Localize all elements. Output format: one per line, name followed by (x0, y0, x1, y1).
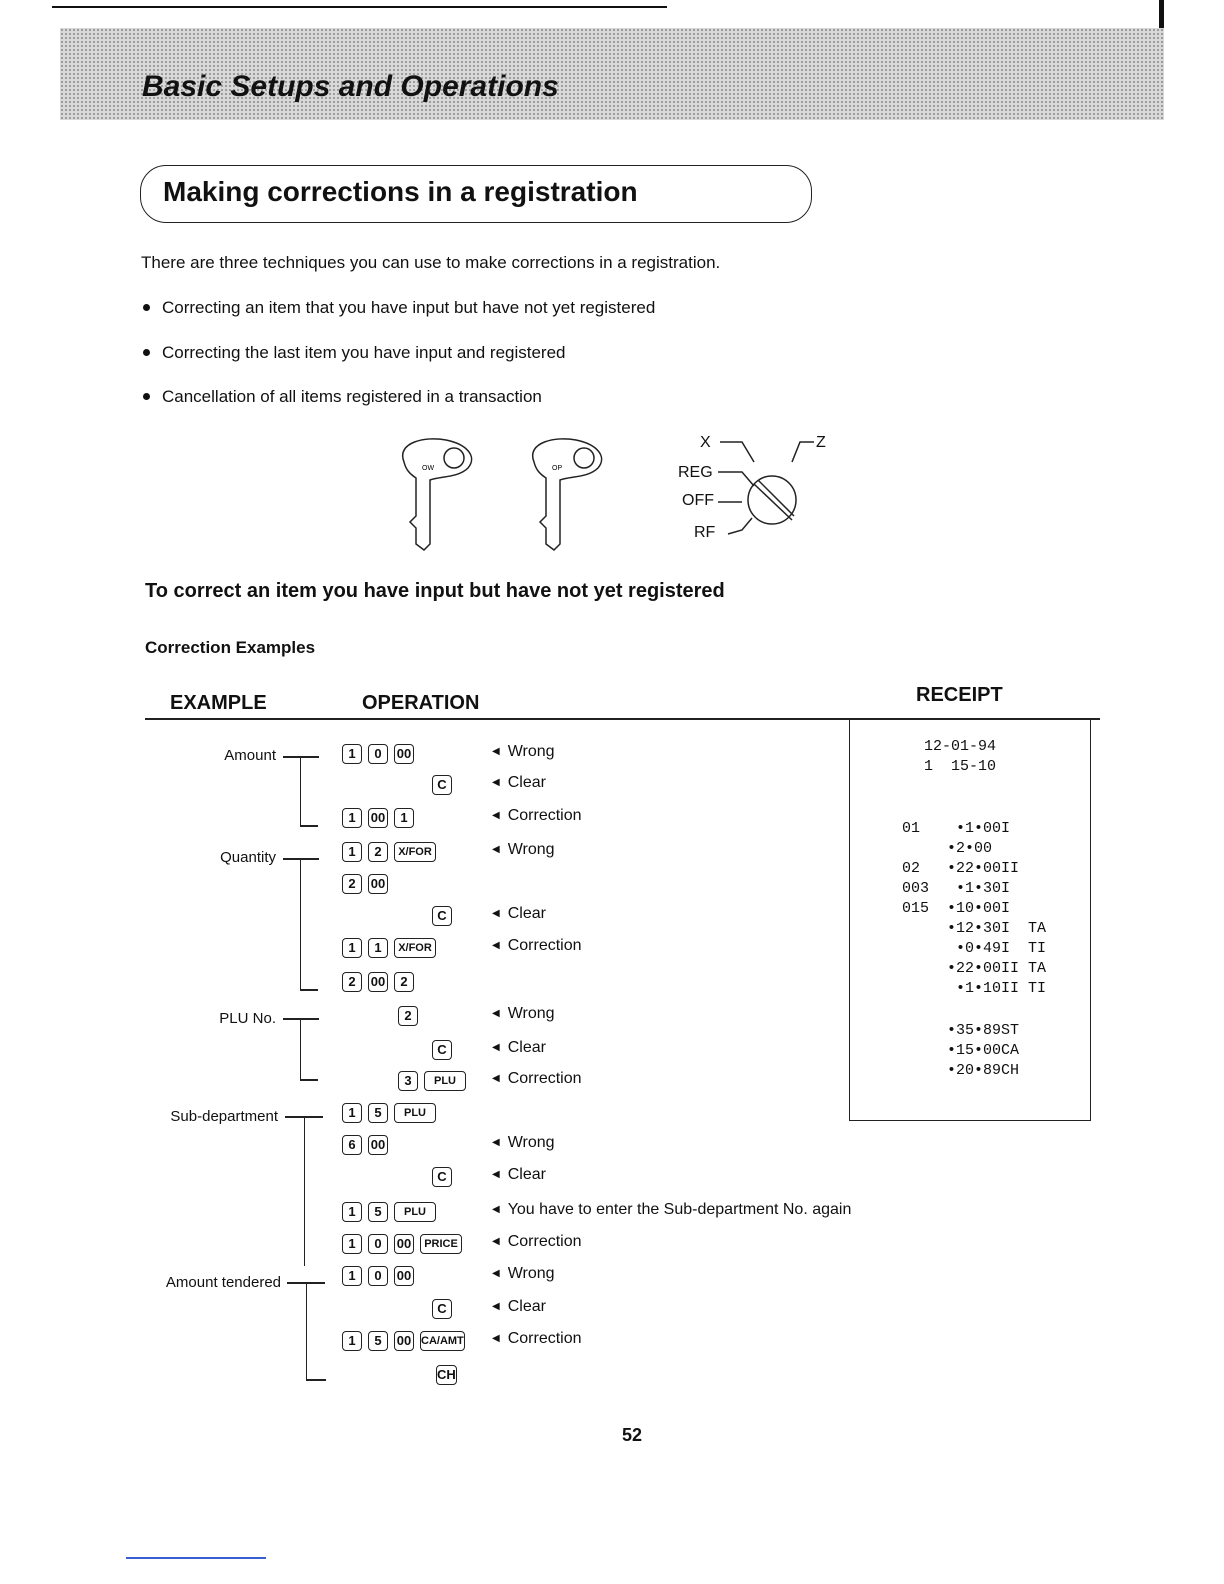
mode-z-label: Z (816, 434, 826, 451)
keypad-key: 5 (368, 1103, 388, 1123)
keypad-key: 2 (342, 874, 362, 894)
receipt-line: •22•00II TA (902, 960, 1047, 977)
keypad-key: PLU (394, 1202, 436, 1222)
operation-note: ◀ Correction (492, 1330, 582, 1348)
keypad-key: CH (436, 1365, 457, 1385)
operation-note: ◀ Clear (492, 1166, 546, 1184)
operation-note: ◀ Correction (492, 807, 582, 825)
receipt-line: 003 •1•30I (902, 880, 1011, 897)
keypad-key: 5 (368, 1331, 388, 1351)
operation-note: ◀ Wrong (492, 1265, 555, 1283)
receipt-box (849, 719, 1091, 1121)
keypad-key: 1 (342, 1331, 362, 1351)
keypad-key: 1 (342, 938, 362, 958)
keypad-key: 0 (368, 744, 388, 764)
operation-note: ◀ Correction (492, 937, 582, 955)
subsection-title: To correct an item you have input but have not yet registered (145, 580, 725, 602)
receipt-line: •0•49I TI (902, 940, 1047, 957)
receipt-line: 1 15-10 (924, 758, 997, 775)
keypad-key: X/FOR (394, 842, 436, 862)
mode-rf-label: RF (694, 524, 716, 541)
bracket-tick (300, 1079, 318, 1081)
section-title: Making corrections in a registration (163, 176, 638, 207)
keypad-key: 1 (342, 744, 362, 764)
receipt-line: 12-01-94 (924, 738, 997, 755)
top-rule (52, 6, 667, 8)
bracket-tick (306, 1379, 326, 1381)
keypad-key: CA/AMT (420, 1331, 465, 1351)
keypad-key: 2 (394, 972, 414, 992)
example-label-amount: Amount (224, 747, 276, 764)
receipt-line: •2•00 (902, 840, 993, 857)
keypad-key: 00 (368, 808, 388, 828)
op-key-icon (533, 439, 602, 550)
operation-note: ◀ Clear (492, 774, 546, 792)
keypad-key: 1 (394, 808, 414, 828)
bracket-tick (283, 1018, 319, 1020)
operation-column-header: OPERATION (362, 692, 480, 714)
keypad-key: C (432, 1040, 452, 1060)
keypad-key: PRICE (420, 1234, 462, 1254)
keypad-key: X/FOR (394, 938, 436, 958)
section-title-box (140, 165, 812, 223)
bullet-item: Correcting an item that you have input but have not yet registered (141, 298, 655, 318)
operation-note: ◀ Clear (492, 1298, 546, 1316)
operation-note: ◀ Wrong (492, 1005, 555, 1023)
bracket-tick (300, 989, 318, 991)
page-header-title: Basic Setups and Operations (142, 70, 559, 103)
keypad-key: PLU (394, 1103, 436, 1123)
keypad-key: 00 (394, 1266, 414, 1286)
keypad-key: C (432, 775, 452, 795)
operation-note: ◀ Wrong (492, 841, 555, 859)
bracket-tick (300, 825, 318, 827)
operation-note: ◀ You have to enter the Sub-department No. again (492, 1201, 851, 1219)
bracket-line (300, 1018, 301, 1080)
bracket-line (300, 858, 301, 990)
mode-x-label: X (700, 434, 711, 451)
keypad-key: 1 (342, 842, 362, 862)
operation-note: ◀ Wrong (492, 1134, 555, 1152)
ow-key-label: OW (422, 465, 435, 472)
receipt-line: 015 •10•00I (902, 900, 1011, 917)
mode-reg-label: REG (678, 464, 713, 481)
receipt-line: •12•30I TA (902, 920, 1047, 937)
keypad-key: 00 (368, 1135, 388, 1155)
keypad-key: 00 (368, 972, 388, 992)
receipt-line: •35•89ST (902, 1022, 1020, 1039)
operation-note: ◀ Clear (492, 905, 546, 923)
bracket-tick (283, 858, 319, 860)
keypad-key: 1 (342, 1234, 362, 1254)
key-illustration (396, 432, 616, 552)
keypad-key: 0 (368, 1234, 388, 1254)
keypad-key: 1 (342, 1266, 362, 1286)
keypad-key: 2 (398, 1006, 418, 1026)
bracket-line (300, 756, 301, 826)
intro-text: There are three techniques you can use to make corrections in a registration. (141, 253, 721, 272)
bracket-tick (285, 1116, 323, 1118)
keypad-key: 1 (368, 938, 388, 958)
example-label-amount-tendered: Amount tendered (165, 1274, 281, 1291)
subsection-subtitle: Correction Examples (145, 638, 316, 657)
receipt-line: 01 •1•00I (902, 820, 1011, 837)
bracket-line (304, 1116, 305, 1266)
keypad-key: 2 (368, 842, 388, 862)
keypad-key: 1 (342, 808, 362, 828)
example-label-subdept: Sub-department (170, 1108, 278, 1125)
keypad-key: 0 (368, 1266, 388, 1286)
keypad-key: 3 (398, 1071, 418, 1091)
operation-note: ◀ Correction (492, 1070, 582, 1088)
operation-note: ◀ Clear (492, 1039, 546, 1057)
bracket-tick (287, 1282, 325, 1284)
keypad-key: 00 (368, 874, 388, 894)
keypad-key: C (432, 906, 452, 926)
keypad-key: C (432, 1299, 452, 1319)
receipt-column-header: RECEIPT (916, 684, 1003, 706)
keypad-key: 1 (342, 1103, 362, 1123)
op-key-label: OP (552, 465, 563, 472)
keypad-key: 00 (394, 1331, 414, 1351)
bullet-item: Correcting the last item you have input and registered (141, 343, 566, 363)
mode-dial-icon (712, 430, 822, 550)
keypad-key: 00 (394, 744, 414, 764)
example-label-plu: PLU No. (219, 1010, 276, 1027)
keypad-key: 1 (342, 1202, 362, 1222)
operation-note: ◀ Correction (492, 1233, 582, 1251)
keypad-key: 00 (394, 1234, 414, 1254)
example-label-quantity: Quantity (220, 849, 276, 866)
keypad-key: C (432, 1167, 452, 1187)
footer-rule (126, 1557, 266, 1559)
keypad-key: PLU (424, 1071, 466, 1091)
keypad-key: 6 (342, 1135, 362, 1155)
keypad-key: 2 (342, 972, 362, 992)
receipt-line: •15•00CA (902, 1042, 1020, 1059)
receipt-line: •1•10II TI (902, 980, 1047, 997)
bracket-tick (283, 756, 319, 758)
receipt-line: 02 •22•00II (902, 860, 1020, 877)
receipt-line: •20•89CH (902, 1062, 1020, 1079)
operation-note: ◀ Wrong (492, 743, 555, 761)
mode-off-label: OFF (682, 492, 714, 509)
example-column-header: EXAMPLE (170, 692, 267, 714)
page-number: 52 (622, 1425, 643, 1445)
keypad-key: 5 (368, 1202, 388, 1222)
bullet-item: Cancellation of all items registered in a transaction (141, 387, 542, 407)
ow-key-icon (403, 439, 472, 550)
bracket-line (306, 1282, 307, 1380)
